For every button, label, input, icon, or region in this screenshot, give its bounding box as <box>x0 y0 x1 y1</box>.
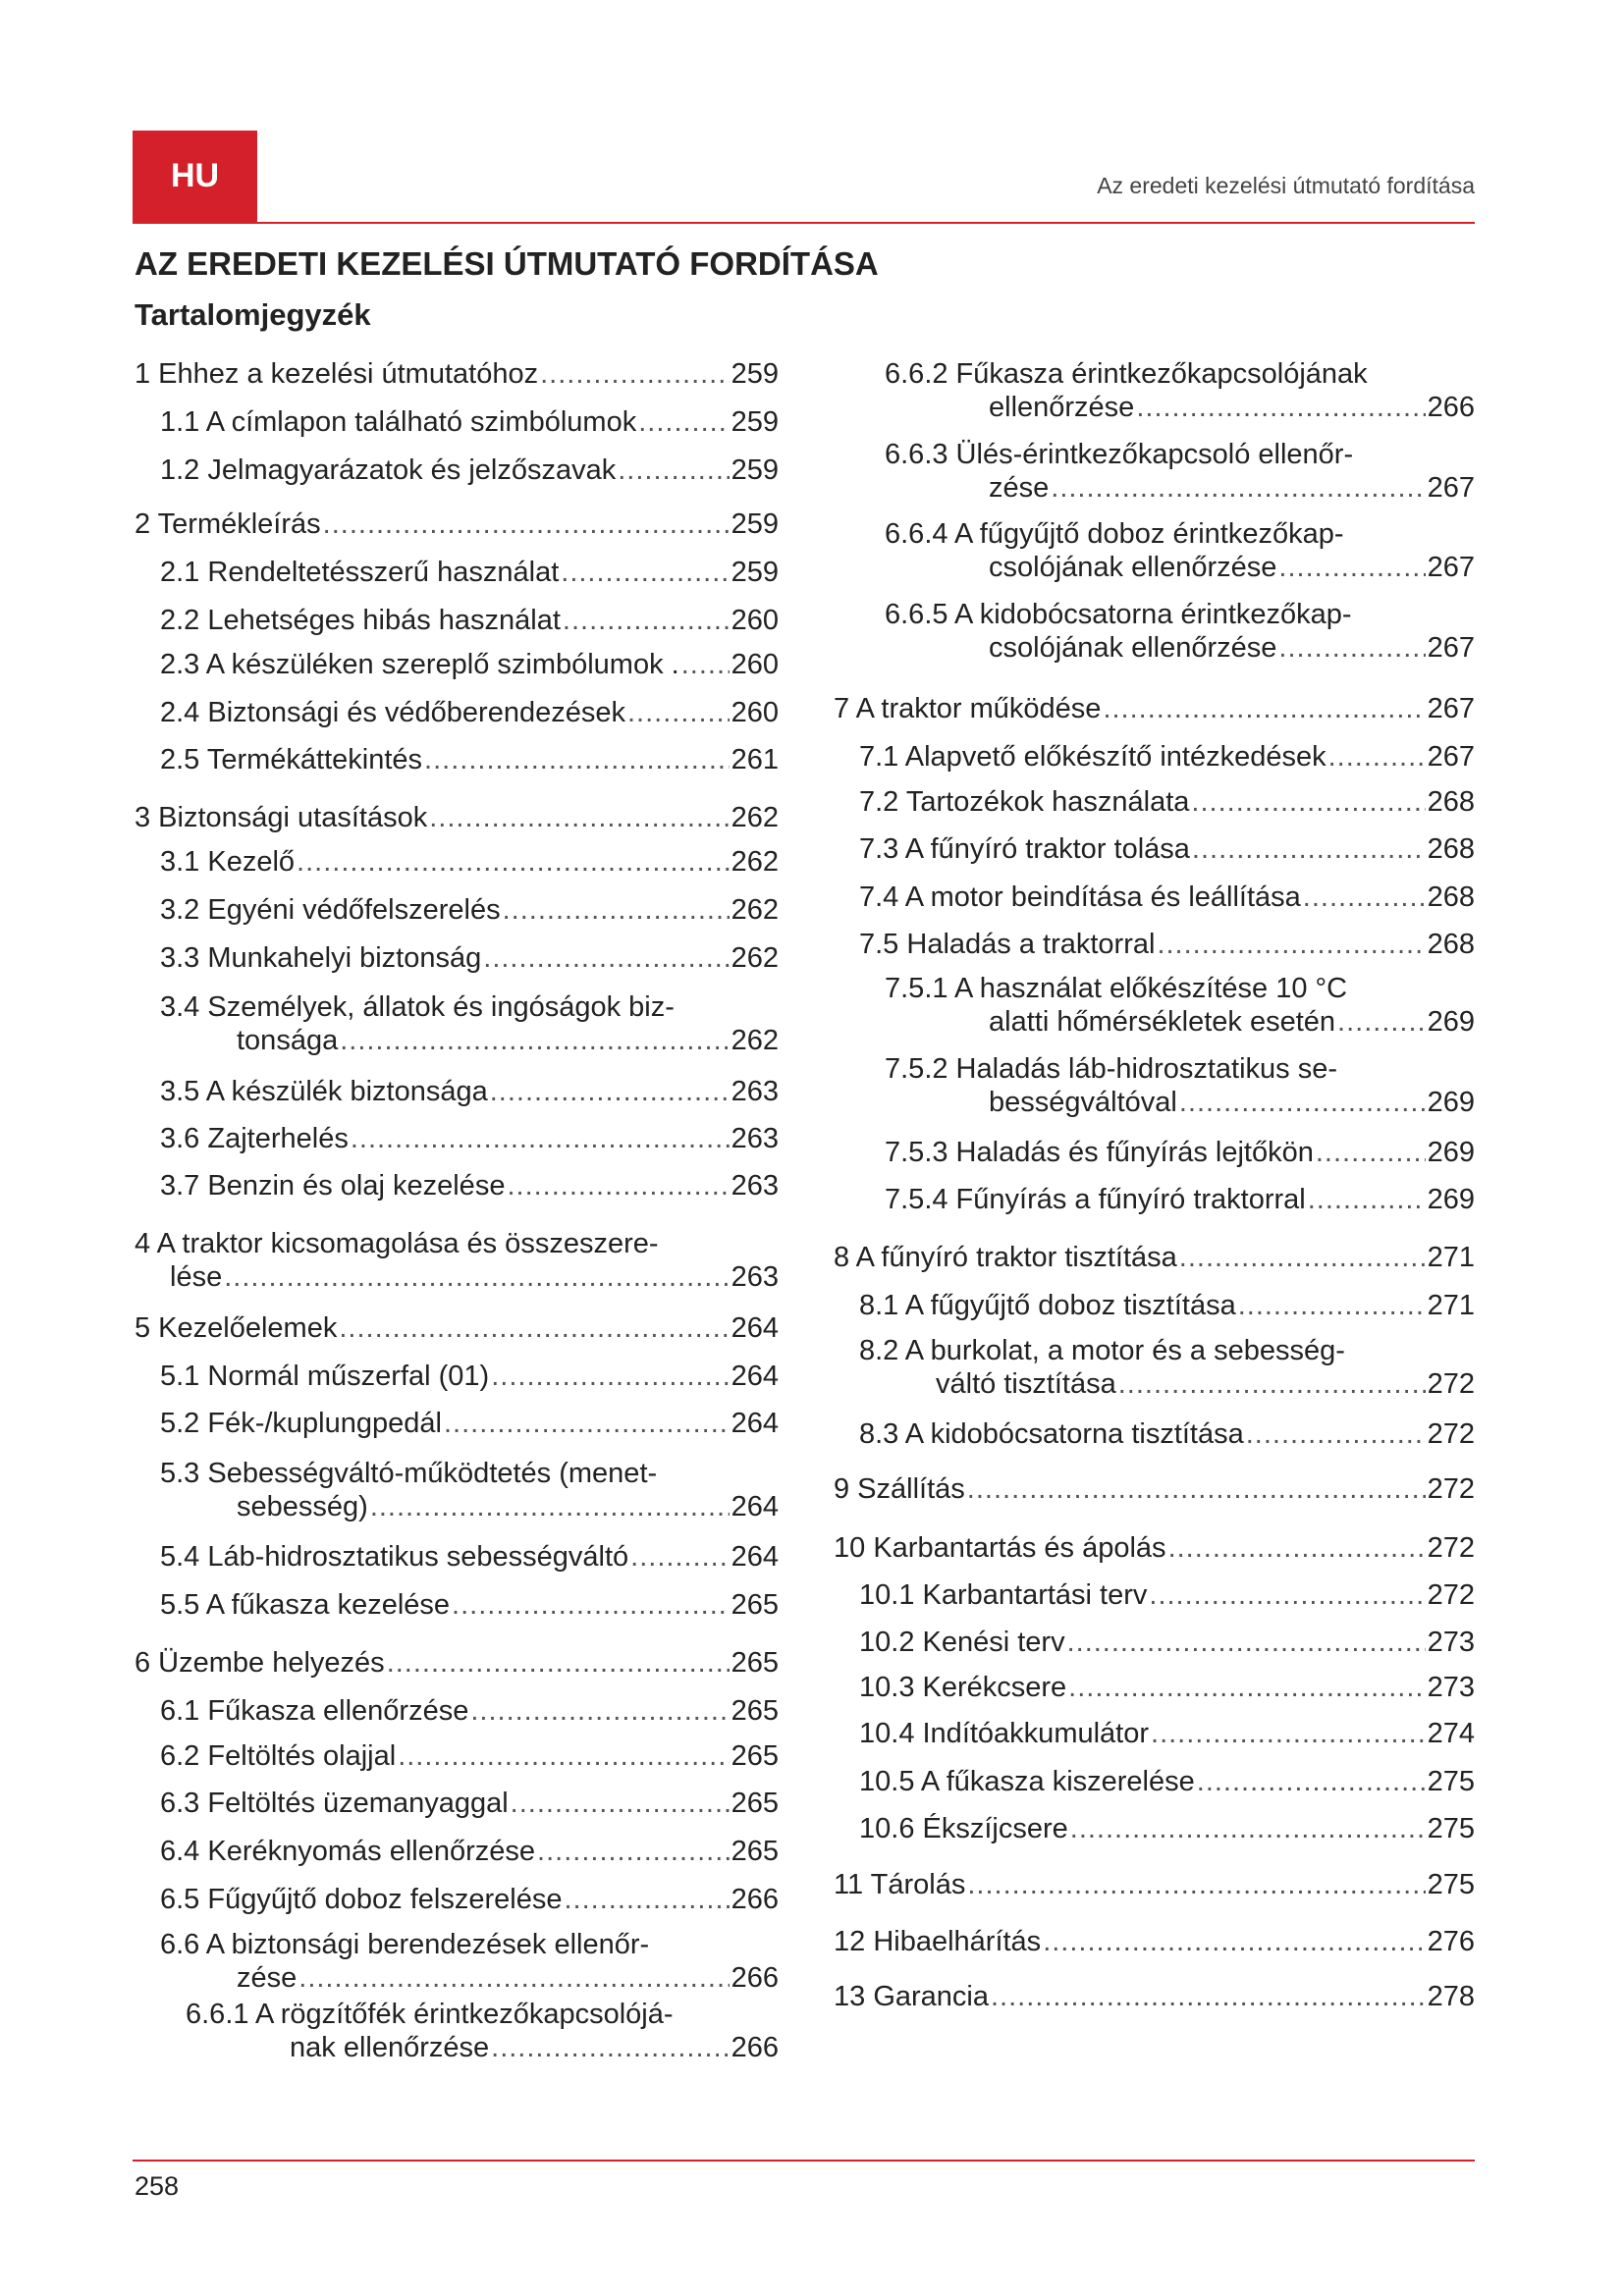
dot-leader <box>1118 1367 1426 1401</box>
toc-entry[interactable] <box>135 1787 779 1820</box>
toc-page-number: 272 <box>1427 1418 1475 1450</box>
dot-leader <box>1149 1578 1425 1612</box>
toc-entry[interactable] <box>135 1928 779 1995</box>
toc-entry[interactable] <box>135 1169 779 1202</box>
toc-page-number: 262 <box>731 894 779 926</box>
toc-entry-title: 8.2 A burkolat, a motor és a sebesség- <box>859 1335 1345 1366</box>
toc-entry[interactable] <box>135 1122 779 1155</box>
dot-leader <box>1157 928 1425 961</box>
toc-entry[interactable] <box>834 1765 1475 1798</box>
dot-leader <box>991 1980 1426 2013</box>
toc-page-number: 262 <box>731 1025 779 1056</box>
toc-entry-title: 10.3 Kerékcsere <box>859 1672 1067 1703</box>
dot-leader <box>511 1787 730 1820</box>
toc-entry[interactable] <box>135 1540 779 1574</box>
toc-page-number: 272 <box>1427 1532 1475 1564</box>
toc-entry[interactable] <box>135 1407 779 1440</box>
toc-entry-title: 10.4 Indítóakkumulátor <box>859 1718 1150 1749</box>
toc-page-number: 265 <box>731 1788 779 1819</box>
dot-leader <box>298 1961 729 1995</box>
dot-leader <box>1103 692 1425 725</box>
toc-entry[interactable] <box>834 692 1475 725</box>
toc-heading: Tartalomjegyzék <box>135 297 371 332</box>
language-badge: HU <box>133 131 257 222</box>
toc-entry-title: 10.6 Ékszíjcsere <box>859 1813 1068 1844</box>
toc-page-number: 262 <box>731 802 779 833</box>
toc-entry-title: csolójának ellenőrzése <box>989 552 1277 583</box>
toc-page-number: 269 <box>1427 1006 1475 1038</box>
dot-leader <box>351 1122 730 1155</box>
toc-entry[interactable] <box>834 1980 1475 2013</box>
toc-page-number: 271 <box>1427 1290 1475 1321</box>
dot-leader <box>491 1360 729 1393</box>
toc-entry-title: 2.1 Rendeltetésszerű használat <box>160 557 560 588</box>
dot-leader <box>1179 1086 1426 1119</box>
toc-entry[interactable] <box>834 740 1475 774</box>
toc-page-number: 263 <box>731 1170 779 1201</box>
toc-page-number: 265 <box>731 1647 779 1679</box>
toc-entry[interactable] <box>135 1588 779 1622</box>
toc-entry-title: 1 Ehhez a kezelési útmutatóhoz <box>135 358 539 390</box>
toc-page-number: 273 <box>1427 1627 1475 1658</box>
toc-entry-title: 7.1 Alapvető előkészítő intézkedések <box>859 741 1326 773</box>
toc-entry-title: 13 Garancia <box>834 1981 989 2012</box>
dot-leader <box>323 507 730 541</box>
toc-entry-title: 5.2 Fék-/kuplungpedál <box>160 1408 442 1439</box>
toc-entry[interactable] <box>834 832 1475 866</box>
toc-entry[interactable] <box>834 928 1475 961</box>
dot-leader <box>1043 1925 1425 1958</box>
toc-page-number: 262 <box>731 846 779 878</box>
toc-page-number: 271 <box>1427 1242 1475 1273</box>
toc-entry-title: 10.2 Kenési terv <box>859 1627 1065 1658</box>
toc-entry[interactable] <box>135 604 779 637</box>
dot-leader <box>1246 1417 1426 1451</box>
toc-entry-title: lése <box>170 1261 223 1293</box>
toc-entry-title: 3.7 Benzin és olaj kezelése <box>160 1170 506 1201</box>
toc-entry-title: 7.5.3 Haladás és fűnyírás lejtőkön <box>885 1137 1314 1168</box>
toc-page-number: 259 <box>731 508 779 540</box>
toc-page-number: 268 <box>1427 786 1475 818</box>
toc-page-number: 272 <box>1427 1473 1475 1505</box>
dot-leader <box>681 648 730 681</box>
dot-leader <box>429 801 729 834</box>
toc-entry-title: 2.3 A készüléken szereplő szimbólumok . <box>160 649 679 680</box>
toc-entry-title: 6.3 Feltöltés üzemanyaggal <box>160 1788 509 1819</box>
dot-leader <box>491 2031 729 2064</box>
toc-entry-title: nak ellenőrzése <box>290 2032 490 2063</box>
toc-entry-title: 6.2 Feltöltés olajjal <box>160 1740 397 1772</box>
toc-entry-title: 5 Kezelőelemek <box>135 1312 338 1344</box>
toc-entry[interactable] <box>834 1925 1475 1958</box>
dot-leader <box>638 405 729 439</box>
toc-page-number: 276 <box>1427 1926 1475 1957</box>
toc-entry[interactable] <box>834 1183 1475 1216</box>
toc-entry-title: 8 A fűnyíró traktor tisztítása <box>834 1242 1177 1273</box>
toc-entry[interactable] <box>135 507 779 541</box>
toc-entry-title: 7.5.1 A használat előkészítése 10 °C <box>885 973 1348 1004</box>
toc-entry[interactable] <box>135 801 779 834</box>
toc-entry-title: 7.4 A motor beindítása és leállítása <box>859 881 1301 913</box>
toc-entry-title: 2 Termékleírás <box>135 508 321 540</box>
toc-page-number: 267 <box>1427 632 1475 664</box>
toc-page-number: 266 <box>731 1884 779 1915</box>
toc-page-number: 260 <box>731 605 779 636</box>
running-header-title: Az eredeti kezelési útmutató fordítása <box>1097 173 1475 198</box>
toc-entry-title: 7.2 Tartozékok használata <box>859 786 1190 818</box>
dot-leader <box>1337 1005 1426 1039</box>
dot-leader <box>563 604 730 637</box>
toc-page-number: 275 <box>1427 1766 1475 1797</box>
dot-leader <box>1191 785 1425 819</box>
toc-entry-title: 4 A traktor kicsomagolása és összeszere- <box>135 1228 659 1259</box>
toc-entry-title: 8.1 A fűgyűjtő doboz tisztítása <box>859 1290 1236 1321</box>
toc-page-number: 259 <box>731 406 779 438</box>
dot-leader <box>398 1739 729 1773</box>
toc-entry[interactable] <box>834 881 1475 914</box>
toc-page-number: 264 <box>731 1361 779 1392</box>
toc-entry[interactable] <box>135 1998 779 2064</box>
toc-entry[interactable] <box>135 1739 779 1773</box>
dot-leader <box>387 1646 730 1680</box>
toc-entry[interactable] <box>135 743 779 776</box>
toc-entry-title: 6.6.3 Ülés-érintkezőkapcsoló ellenőr- <box>885 439 1354 470</box>
toc-entry[interactable] <box>834 1241 1475 1274</box>
dot-leader <box>1179 1241 1426 1274</box>
toc-page-number: 275 <box>1427 1813 1475 1844</box>
toc-entry[interactable] <box>834 1531 1475 1565</box>
toc-entry[interactable] <box>834 1052 1475 1119</box>
toc-page-number: 264 <box>731 1408 779 1439</box>
toc-page-number: 265 <box>731 1589 779 1621</box>
toc-entry-title: 7.5.4 Fűnyírás a fűnyíró traktorral <box>885 1184 1306 1215</box>
dot-leader <box>1316 1136 1426 1169</box>
toc-page-number: 264 <box>731 1541 779 1573</box>
toc-entry-title: 8.3 A kidobócsatorna tisztítása <box>859 1418 1244 1450</box>
toc-page-number: 272 <box>1427 1368 1475 1400</box>
toc-entry[interactable] <box>834 1334 1475 1401</box>
toc-entry[interactable] <box>834 785 1475 819</box>
toc-page-number: 263 <box>731 1076 779 1107</box>
toc-entry-title: 7.3 A fűnyíró traktor tolása <box>859 833 1190 865</box>
toc-entry[interactable] <box>834 1136 1475 1169</box>
toc-entry-title: tonsága <box>237 1025 339 1056</box>
toc-entry-title: 6.4 Keréknyomás ellenőrzése <box>160 1836 536 1867</box>
dot-leader <box>424 743 730 776</box>
toc-entry-title: 2.4 Biztonsági és védőberendezések <box>160 697 625 728</box>
toc-entry-title: 5.4 Láb-hidrosztatikus sebességváltó <box>160 1541 629 1573</box>
toc-entry-title: 12 Hibaelhárítás <box>834 1926 1042 1957</box>
dot-leader <box>1328 740 1426 774</box>
toc-entry-title: 7.5 Haladás a traktorral <box>859 929 1156 960</box>
document-title: AZ EREDETI KEZELÉSI ÚTMUTATÓ FORDÍTÁSA <box>135 245 879 282</box>
toc-entry[interactable] <box>834 1289 1475 1322</box>
dot-leader <box>340 1024 729 1057</box>
toc-page-number: 264 <box>731 1491 779 1522</box>
toc-page-number: 260 <box>731 649 779 680</box>
dot-leader <box>1197 1765 1426 1798</box>
toc-entry-title: 5.3 Sebességváltó-működtetés (menet- <box>160 1458 658 1489</box>
toc-entry[interactable] <box>135 556 779 589</box>
dot-leader <box>370 1490 730 1523</box>
dot-leader <box>490 1075 730 1108</box>
toc-page-number: 268 <box>1427 881 1475 913</box>
toc-page-number: 272 <box>1427 1579 1475 1611</box>
dot-leader <box>1168 1531 1426 1565</box>
dot-leader <box>967 1868 1425 1901</box>
toc-entry[interactable] <box>834 1626 1475 1659</box>
toc-entry[interactable] <box>135 1457 779 1523</box>
dot-leader <box>630 1540 729 1574</box>
header-divider <box>133 222 1475 224</box>
toc-entry[interactable] <box>135 1360 779 1393</box>
dot-leader <box>507 1169 729 1202</box>
toc-entry[interactable] <box>135 990 779 1057</box>
toc-entry[interactable] <box>834 1578 1475 1612</box>
dot-leader <box>627 696 730 729</box>
toc-entry[interactable] <box>135 1075 779 1108</box>
toc-entry-title: 11 Tárolás <box>834 1869 966 1900</box>
toc-page-number: 267 <box>1427 552 1475 583</box>
toc-entry-title: zése <box>237 1962 298 1994</box>
toc-entry-title: 5.1 Normál műszerfal (01) <box>160 1361 490 1392</box>
toc-entry[interactable] <box>135 1646 779 1680</box>
toc-entry[interactable] <box>834 1717 1475 1750</box>
dot-leader <box>1308 1183 1426 1216</box>
toc-entry-title: 6.6.1 A rögzítőfék érintkezőkapcsolójá- <box>186 1999 674 2030</box>
toc-page-number: 266 <box>731 2032 779 2063</box>
toc-page-number: 263 <box>731 1123 779 1154</box>
toc-entry-title: 3.6 Zajterhelés <box>160 1123 349 1154</box>
toc-page-number: 266 <box>731 1962 779 1994</box>
toc-page-number: 267 <box>1427 472 1475 504</box>
toc-entry-title: 6.6.2 Fűkasza érintkezőkapcsolójának <box>885 358 1368 390</box>
toc-page-number: 259 <box>731 557 779 588</box>
dot-leader <box>618 454 729 487</box>
toc-page-number: 262 <box>731 942 779 974</box>
toc-entry[interactable] <box>834 1472 1475 1506</box>
toc-entry-title: ellenőrzése <box>989 392 1135 423</box>
toc-entry-title: 6.6 A biztonsági berendezések ellenőr- <box>160 1929 650 1960</box>
toc-entry-title: váltó tisztítása <box>936 1368 1116 1400</box>
toc-entry[interactable] <box>135 1311 779 1345</box>
toc-page-number: 275 <box>1427 1869 1475 1900</box>
dot-leader <box>540 357 730 391</box>
toc-entry-title: 3.5 A készülék biztonsága <box>160 1076 488 1107</box>
toc-entry[interactable] <box>834 1671 1475 1704</box>
dot-leader <box>1238 1289 1426 1322</box>
toc-entry[interactable] <box>135 941 779 975</box>
toc-page-number: 260 <box>731 697 779 728</box>
toc-page-number: 263 <box>731 1261 779 1293</box>
dot-leader <box>483 941 729 975</box>
toc-page-number: 261 <box>731 744 779 775</box>
toc-entry-title: 6.6.4 A fűgyűjtő doboz érintkezőkap- <box>885 518 1344 550</box>
toc-page-number: 278 <box>1427 1981 1475 2012</box>
toc-entry-title: sebesség) <box>237 1491 368 1522</box>
toc-entry-title: 6 Üzembe helyezés <box>135 1647 385 1679</box>
toc-page-number: 259 <box>731 454 779 486</box>
toc-entry-title: 2.5 Termékáttekintés <box>160 744 423 775</box>
toc-entry[interactable] <box>135 845 779 879</box>
dot-leader <box>1151 1717 1426 1750</box>
toc-entry[interactable] <box>135 454 779 487</box>
footer-divider <box>133 2160 1475 2162</box>
toc-entry[interactable] <box>834 1812 1475 1845</box>
dot-leader <box>339 1311 729 1345</box>
toc-entry-title: csolójának ellenőrzése <box>989 632 1277 664</box>
toc-page-number: 268 <box>1427 833 1475 865</box>
toc-entry[interactable] <box>135 648 779 681</box>
toc-entry[interactable] <box>135 405 779 439</box>
toc-entry-title: 7.5.2 Haladás láb-hidrosztatikus se- <box>885 1053 1338 1085</box>
dot-leader <box>297 845 730 879</box>
toc-entry[interactable] <box>135 1227 779 1294</box>
toc-entry-title: 10.5 A fűkasza kiszerelése <box>859 1766 1195 1797</box>
toc-entry-title: 6.1 Fűkasza ellenőrzése <box>160 1695 469 1727</box>
toc-entry-title: 1.1 A címlapon található szimbólumok <box>160 406 637 438</box>
toc-entry[interactable] <box>135 1835 779 1868</box>
toc-entry[interactable] <box>135 1883 779 1916</box>
toc-entry-title: 9 Szállítás <box>834 1473 965 1505</box>
toc-entry[interactable] <box>834 517 1475 584</box>
toc-entry[interactable] <box>834 1868 1475 1901</box>
dot-leader <box>1192 832 1426 866</box>
dot-leader <box>452 1588 730 1622</box>
dot-leader <box>1068 1671 1425 1704</box>
dot-leader <box>967 1472 1426 1506</box>
toc-page-number: 265 <box>731 1695 779 1727</box>
toc-page-number: 269 <box>1427 1184 1475 1215</box>
toc-entry-title: bességváltóval <box>989 1087 1177 1118</box>
dot-leader <box>224 1260 729 1294</box>
toc-entry[interactable] <box>135 696 779 729</box>
toc-entry-title: 3.4 Személyek, állatok és ingóságok biz- <box>160 991 675 1023</box>
toc-page-number: 265 <box>731 1740 779 1772</box>
toc-entry-title: zése <box>989 472 1050 504</box>
dot-leader <box>561 556 729 589</box>
toc-entry-title: 5.5 A fűkasza kezelése <box>160 1589 451 1621</box>
toc-entry[interactable] <box>834 598 1475 665</box>
toc-entry-title: 3.1 Kezelő <box>160 846 296 878</box>
toc-entry[interactable] <box>135 893 779 927</box>
page-number: 258 <box>135 2171 180 2201</box>
dot-leader <box>1070 1812 1426 1845</box>
toc-page-number: 265 <box>731 1836 779 1867</box>
toc-entry-title: alatti hőmérsékletek esetén <box>989 1006 1336 1038</box>
toc-page-number: 264 <box>731 1312 779 1344</box>
toc-page-number: 267 <box>1427 741 1475 773</box>
toc-entry[interactable] <box>135 357 779 391</box>
toc-entry-title: 6.6.5 A kidobócsatorna érintkezőkap- <box>885 599 1352 630</box>
toc-entry-title: 10 Karbantartás és ápolás <box>834 1532 1166 1564</box>
dot-leader <box>1278 631 1425 665</box>
dot-leader <box>470 1694 729 1728</box>
dot-leader <box>1067 1626 1426 1659</box>
dot-leader <box>537 1835 730 1868</box>
toc-entry-title: 1.2 Jelmagyarázatok és jelzőszavak <box>160 454 617 486</box>
dot-leader <box>1303 881 1426 914</box>
toc-entry[interactable] <box>834 438 1475 505</box>
toc-page-number: 274 <box>1427 1718 1475 1749</box>
toc-page-number: 273 <box>1427 1672 1475 1703</box>
toc-entry[interactable] <box>834 972 1475 1039</box>
dot-leader <box>444 1407 730 1440</box>
toc-page-number: 266 <box>1427 392 1475 423</box>
toc-page-number: 267 <box>1427 693 1475 724</box>
dot-leader <box>564 1883 729 1916</box>
toc-entry-title: 10.1 Karbantartási terv <box>859 1579 1148 1611</box>
toc-page-number: 268 <box>1427 929 1475 960</box>
dot-leader <box>1051 471 1425 505</box>
toc-page-number: 269 <box>1427 1137 1475 1168</box>
toc-entry[interactable] <box>834 357 1475 424</box>
toc-page-number: 259 <box>731 358 779 390</box>
toc-entry[interactable] <box>135 1694 779 1728</box>
dot-leader <box>1136 391 1425 424</box>
toc-entry-title: 3.3 Munkahelyi biztonság <box>160 942 482 974</box>
toc-entry-title: 3.2 Egyéni védőfelszerelés <box>160 894 501 926</box>
toc-entry-title: 3 Biztonsági utasítások <box>135 802 428 833</box>
toc-entry-title: 6.5 Fűgyűjtő doboz felszerelése <box>160 1884 563 1915</box>
dot-leader <box>1278 551 1425 584</box>
dot-leader <box>503 893 730 927</box>
toc-entry-title: 2.2 Lehetséges hibás használat <box>160 605 561 636</box>
toc-entry-title: 7 A traktor működése <box>834 693 1102 724</box>
toc-page-number: 269 <box>1427 1087 1475 1118</box>
toc-entry[interactable] <box>834 1417 1475 1451</box>
